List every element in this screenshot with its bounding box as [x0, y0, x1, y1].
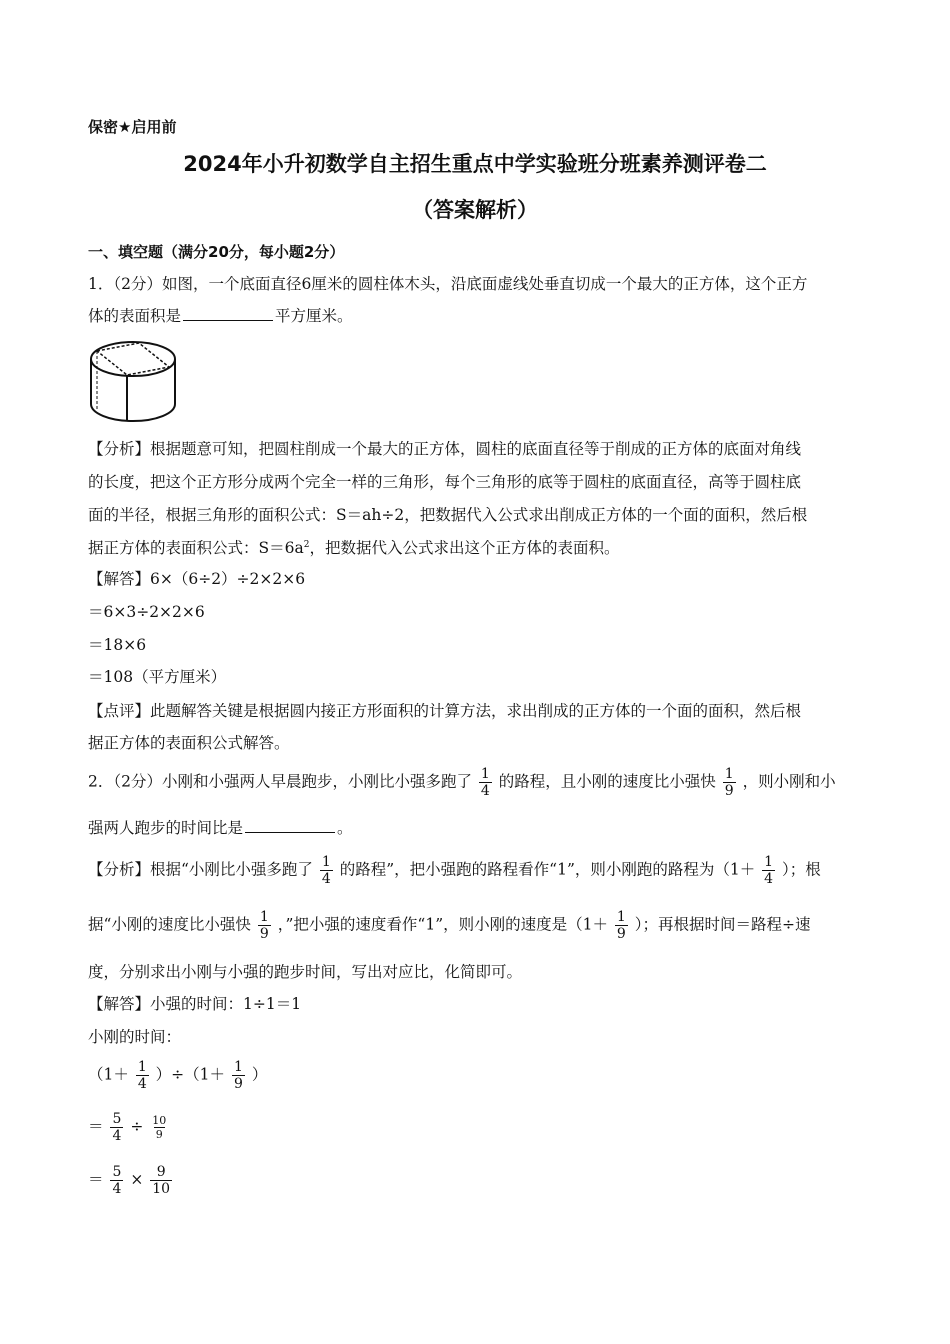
fraction-5-4	[110, 1165, 123, 1196]
q1-analysis-3: 面的半径，根据三角形的面积公式：S＝ah÷2，把数据代入公式求出削成正方体的一个面的面积，然后根	[88, 506, 808, 524]
cylinder-top-ellipse	[91, 342, 175, 376]
section-heading: 一、填空题（满分20分，每小题2分）	[88, 243, 345, 261]
q1-solution-1: 【解答】6×（6÷2）÷2×2×6	[88, 570, 306, 588]
numerator: 1	[137, 1059, 147, 1075]
q2-analysis-3: 度，分别求出小刚与小强的跑步时间，写出对应比，化简即可。	[88, 963, 523, 981]
page-title: 2024年小升初数学自主招生重点中学实验班分班素养测评卷二	[183, 152, 767, 176]
equals: ＝	[88, 1170, 104, 1189]
q2-solution-3	[88, 1060, 267, 1091]
denominator: 9	[259, 926, 269, 942]
fraction-1-4	[762, 855, 775, 886]
q2-analysis-1	[88, 855, 821, 886]
numerator: 10	[152, 1114, 167, 1127]
denominator: 9	[616, 926, 626, 942]
fraction-1-9	[723, 767, 736, 798]
denominator: 9	[724, 783, 734, 799]
page-subtitle: （答案解析）	[412, 198, 538, 222]
denominator: 4	[137, 1076, 147, 1092]
q1-solution-2: ＝6×3÷2×2×6	[88, 603, 205, 621]
q1-analysis-4	[88, 539, 619, 558]
fraction-1-4	[136, 1060, 149, 1091]
denominator: 4	[112, 1181, 122, 1197]
q2-s3-b: ）÷（1＋	[155, 1065, 226, 1084]
fraction-1-9	[232, 1060, 245, 1091]
q1-comment-2: 据正方体的表面积公式解答。	[88, 734, 290, 752]
q2-s3-a: （1＋	[88, 1065, 129, 1084]
q2-line1	[88, 767, 836, 798]
q2-line1-c: ，则小刚和小	[742, 772, 836, 791]
q1-analysis-2: 的长度，把这个正方形分成两个完全一样的三角形，每个三角形的底等于圆柱的底面直径，高等于圆柱底	[88, 473, 802, 491]
denominator: 9	[155, 1128, 163, 1141]
q1-analysis-1: 【分析】根据题意可知，把圆柱削成一个最大的正方体，圆柱的底面直径等于削成的正方体的底面对角线	[88, 440, 802, 458]
q2-solution-5	[88, 1165, 174, 1196]
q1-solution-4: ＝108（平方厘米）	[88, 668, 227, 686]
q2-analysis-2-a: 据“小刚的速度比小强快	[88, 915, 251, 934]
numerator: 1	[480, 766, 490, 782]
q2-solution-2: 小刚的时间：	[88, 1028, 182, 1046]
exponent: 2	[303, 539, 310, 550]
q2-line2-pre: 强两人跑步的时间比是	[88, 819, 244, 837]
numerator: 5	[112, 1164, 122, 1180]
q1-analysis-4-post: ，把数据代入公式求出这个正方体的表面积。	[309, 539, 620, 557]
secrecy-label: 保密★启用前	[88, 118, 177, 136]
q2-analysis-2-b: ，”把小强的速度看作“1”，则小刚的速度是（1＋	[277, 915, 608, 934]
square-dashed	[97, 343, 169, 375]
numerator: 1	[724, 766, 734, 782]
q2-solution-1: 【解答】小强的时间：1÷1＝1	[88, 995, 302, 1013]
fraction-1-4	[479, 767, 492, 798]
q2-line2-post: 。	[337, 819, 353, 837]
times-sign: ×	[130, 1170, 144, 1189]
q2-analysis-1-b: 的路程”，把小强跑的路程看作“1”，则小刚跑的路程为（1＋	[339, 860, 756, 879]
numerator: 1	[764, 854, 774, 870]
q2-line2	[88, 819, 353, 838]
q1-line2-post: 平方厘米。	[275, 307, 353, 325]
numerator: 1	[233, 1059, 243, 1075]
q1-line2	[88, 307, 353, 326]
cylinder-figure	[86, 338, 182, 424]
denominator: 4	[764, 871, 774, 887]
fraction-5-4	[110, 1112, 123, 1143]
fraction-1-9	[615, 910, 628, 941]
fraction-1-4	[320, 855, 333, 886]
q1-line1: 1．（2分）如图，一个底面直径6厘米的圆柱体木头，沿底面虚线处垂直切成一个最大的正方体，这个正方	[88, 275, 808, 293]
fraction-1-9	[258, 910, 271, 941]
q2-line1-a: 2．（2分）小刚和小强两人早晨跑步，小刚比小强多跑了	[88, 772, 472, 791]
denominator: 10	[152, 1181, 171, 1197]
q2-analysis-1-a: 【分析】根据“小刚比小强多跑了	[88, 860, 313, 879]
q2-analysis-2-c: ）；再根据时间＝路程÷速	[634, 915, 811, 934]
numerator: 1	[321, 854, 331, 870]
q2-analysis-2	[88, 910, 811, 941]
answer-blank	[183, 319, 273, 321]
q2-analysis-1-c: ）；根	[782, 860, 821, 879]
equals: ＝	[88, 1117, 104, 1136]
divide-sign: ÷	[130, 1117, 144, 1136]
denominator: 4	[480, 783, 490, 799]
fraction-10-9	[150, 1115, 168, 1140]
q1-comment-1: 【点评】此题解答关键是根据圆内接正方形面积的计算方法，求出削成的正方体的一个面的面积，然后根	[88, 702, 802, 720]
numerator: 1	[259, 909, 269, 925]
q1-line2-pre: 体的表面积是	[88, 307, 182, 325]
numerator: 5	[112, 1111, 122, 1127]
answer-blank	[245, 831, 335, 833]
fraction-9-10	[150, 1165, 172, 1196]
q2-line1-b: 的路程，且小刚的速度比小强快	[498, 772, 716, 791]
cylinder-bottom-arc	[91, 404, 175, 421]
denominator: 9	[233, 1076, 243, 1092]
q2-solution-4	[88, 1112, 170, 1143]
numerator: 1	[616, 909, 626, 925]
denominator: 4	[112, 1128, 122, 1144]
q2-s3-c: ）	[251, 1065, 268, 1084]
q1-analysis-4-pre: 据正方体的表面积公式：S＝6a	[88, 539, 304, 557]
q1-solution-3: ＝18×6	[88, 636, 147, 654]
numerator: 9	[156, 1164, 166, 1180]
denominator: 4	[321, 871, 331, 887]
